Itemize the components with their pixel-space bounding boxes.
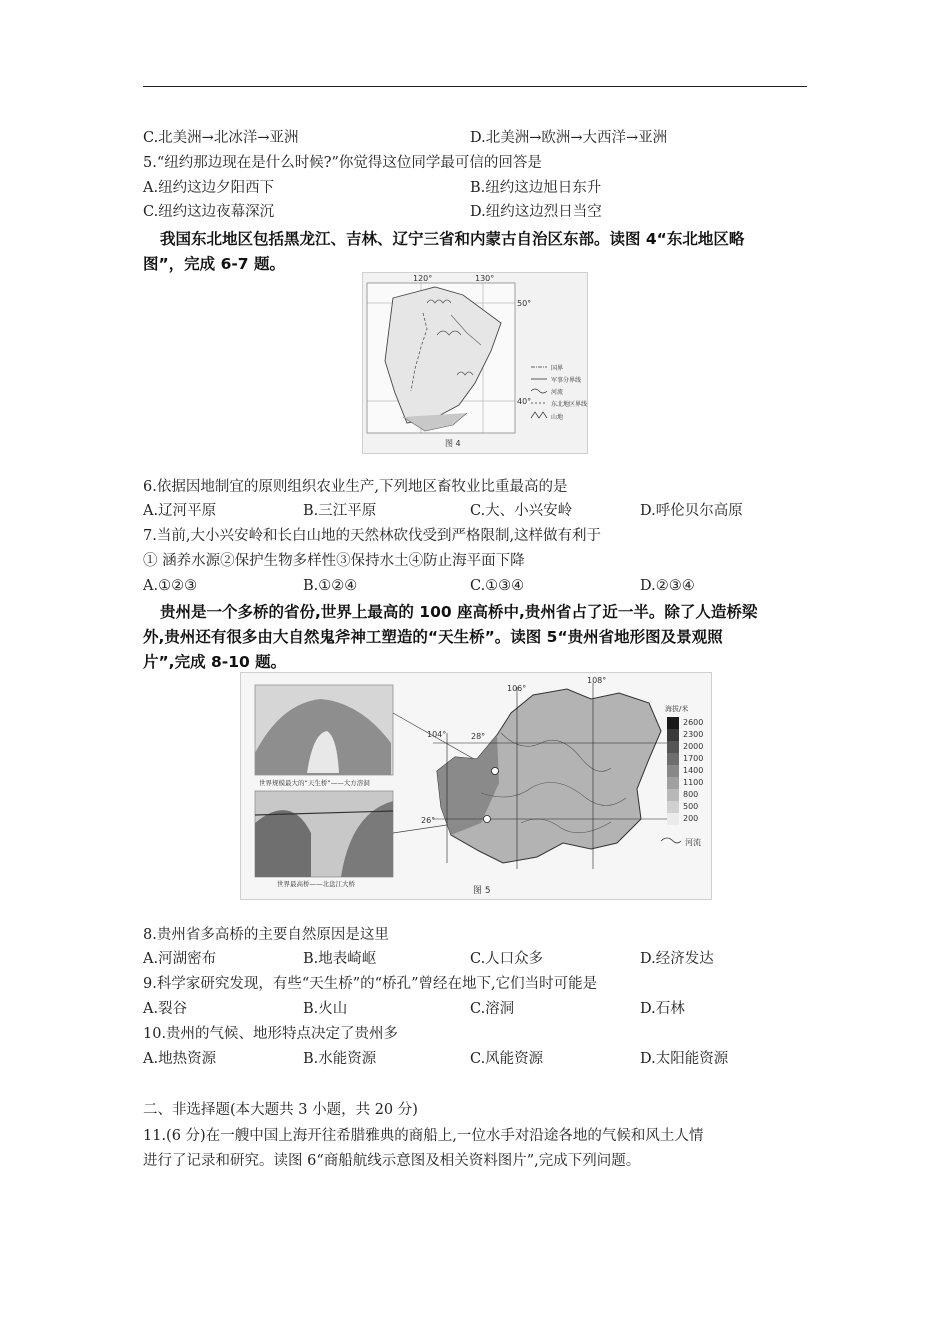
q9-stem: 9.科学家研究发现，有些“天生桥”的“桥孔”曾经在地下,它们当时可能是 bbox=[143, 976, 598, 992]
fig5-lat-26: 26° bbox=[421, 816, 436, 825]
q6-stem: 6.依据因地制宜的原则组织农业生产,下列地区畜牧业比重最高的是 bbox=[143, 479, 568, 495]
q5-option-c[interactable]: C.纽约这边夜幕深沉 bbox=[143, 204, 275, 220]
q10-option-d[interactable]: D.太阳能资源 bbox=[640, 1051, 729, 1067]
passage2-line1: 贵州是一个多桥的省份,世界上最高的 100 座高桥中,贵州省占了近一半。除了人造桥梁 bbox=[160, 603, 758, 621]
q6-option-c[interactable]: C.大、小兴安岭 bbox=[470, 503, 573, 519]
fig5-legend-value: 1100 bbox=[683, 778, 704, 787]
passage1-line2: 图”，完成 6-7 题。 bbox=[143, 255, 285, 273]
q10-option-a[interactable]: A.地热资源 bbox=[143, 1051, 217, 1067]
q9-option-c[interactable]: C.溶洞 bbox=[470, 1001, 515, 1017]
q9-options bbox=[143, 999, 685, 1019]
q4-option-d[interactable]: D.北美洲→欧洲→大西洋→亚洲 bbox=[470, 130, 668, 146]
fig5-lon-104: 104° bbox=[427, 730, 447, 739]
q8-option-b[interactable]: B.地表崎岖 bbox=[303, 951, 377, 967]
passage2-line3: 片”,完成 8-10 题。 bbox=[143, 653, 287, 671]
q7-items: ① 涵养水源②保护生物多样性③保持水土④防止海平面下降 bbox=[143, 553, 525, 569]
q9-option-d[interactable]: D.石林 bbox=[640, 1001, 685, 1017]
q4-options bbox=[143, 128, 668, 148]
fig5-legend-value: 2300 bbox=[683, 730, 704, 739]
q5-option-d[interactable]: D.纽约这边烈日当空 bbox=[470, 204, 602, 220]
q8-option-c[interactable]: C.人口众多 bbox=[470, 951, 544, 967]
fig5-legend-river: 河流 bbox=[685, 838, 701, 847]
figure-5-guizhou-map bbox=[240, 672, 712, 900]
q7-option-b[interactable]: B.①②④ bbox=[303, 578, 358, 594]
q8-option-d[interactable]: D.经济发达 bbox=[640, 951, 714, 967]
q8-option-a[interactable]: A.河湖密布 bbox=[143, 951, 217, 967]
fig5-lon-108: 108° bbox=[587, 676, 607, 685]
fig5-lon-106: 106° bbox=[507, 684, 527, 693]
fig4-lon-120: 120° bbox=[413, 274, 433, 283]
photo1-caption: 世界规模最大的“天生桥”——大方溶洞 bbox=[259, 779, 370, 787]
q8-options bbox=[143, 949, 714, 969]
q5-option-b[interactable]: B.纽约这边旭日东升 bbox=[470, 180, 602, 196]
q7-option-d[interactable]: D.②③④ bbox=[640, 578, 695, 594]
q10-option-b[interactable]: B.水能资源 bbox=[303, 1051, 377, 1067]
q10-option-c[interactable]: C.风能资源 bbox=[470, 1051, 544, 1067]
q4-option-c[interactable]: C.北美洲→北冰洋→亚洲 bbox=[143, 130, 299, 146]
q7-options bbox=[143, 576, 695, 596]
q7-stem: 7.当前,大小兴安岭和长白山地的天然林砍伐受到严格限制,这样做有利于 bbox=[143, 528, 602, 544]
q5-stem: 5.“纽约那边现在是什么时候?”你觉得这位同学最可信的回答是 bbox=[143, 155, 542, 171]
q7-option-c[interactable]: C.①③④ bbox=[470, 578, 525, 594]
fig5-legend-value: 2600 bbox=[683, 718, 704, 727]
q6-options bbox=[143, 501, 743, 521]
fig5-legend-value: 2000 bbox=[683, 742, 704, 751]
fig5-legend-value: 1700 bbox=[683, 754, 704, 763]
fig4-legend-border: 国界 bbox=[551, 365, 564, 372]
fig5-legend-value: 200 bbox=[683, 814, 699, 823]
fig5-lat-28: 28° bbox=[471, 732, 486, 741]
fig5-caption: 图 5 bbox=[473, 886, 491, 896]
fig5-legend-value: 800 bbox=[683, 790, 699, 799]
northeast-map-svg bbox=[363, 273, 587, 453]
q11-line2: 进行了记录和研究。读图 6“商船航线示意图及相关资料图片”,完成下列问题。 bbox=[143, 1153, 641, 1169]
fig4-legend-river: 河流 bbox=[551, 389, 564, 396]
passage2-line2: 外,贵州还有很多由大自然鬼斧神工塑造的“天生桥”。读图 5“贵州省地形图及景观照 bbox=[143, 628, 723, 646]
q9-option-a[interactable]: A.裂谷 bbox=[143, 1001, 188, 1017]
fig5-legend-title: 海拔/米 bbox=[665, 705, 689, 713]
fig4-legend-mountain: 山地 bbox=[551, 414, 564, 421]
q10-options bbox=[143, 1049, 729, 1069]
q6-option-a[interactable]: A.辽河平原 bbox=[143, 503, 217, 519]
fig5-legend-value: 1400 bbox=[683, 766, 704, 775]
fig4-lat-40: 40° bbox=[517, 397, 532, 406]
section2-title: 二、非选择题(本大题共 3 小题，共 20 分) bbox=[143, 1102, 418, 1118]
q6-option-d[interactable]: D.呼伦贝尔高原 bbox=[640, 503, 743, 519]
fig5-legend-value: 500 bbox=[683, 802, 699, 811]
q8-stem: 8.贵州省多高桥的主要自然原因是这里 bbox=[143, 927, 389, 943]
fig4-lon-130: 130° bbox=[475, 274, 495, 283]
q10-stem: 10.贵州的气候、地形特点决定了贵州多 bbox=[143, 1026, 399, 1042]
guizhou-map-svg bbox=[241, 673, 711, 899]
q5-option-a[interactable]: A.纽约这边夕阳西下 bbox=[143, 180, 275, 196]
photo2-caption: 世界最高桥——北盘江大桥 bbox=[277, 880, 355, 888]
fig4-legend-region-boundary: 东北地区界线 bbox=[551, 401, 587, 408]
passage1-line1: 我国东北地区包括黑龙江、吉林、辽宁三省和内蒙古自治区东部。读图 4“东北地区略 bbox=[160, 230, 745, 248]
q5-options-row1 bbox=[143, 178, 602, 198]
q6-option-b[interactable]: B.三江平原 bbox=[303, 503, 377, 519]
fig4-caption: 图 4 bbox=[445, 439, 461, 448]
q5-options-row2 bbox=[143, 202, 602, 222]
q11-line1: 11.(6 分)在一艘中国上海开往希腊雅典的商船上,一位水手对沿途各地的气候和风土人情 bbox=[143, 1128, 704, 1144]
q9-option-b[interactable]: B.火山 bbox=[303, 1001, 348, 1017]
fig4-lat-50: 50° bbox=[517, 299, 532, 308]
q7-option-a[interactable]: A.①②③ bbox=[143, 578, 198, 594]
fig4-legend-military-line: 军事分界线 bbox=[551, 377, 582, 384]
header-rule bbox=[143, 86, 807, 87]
figure-4-northeast-map bbox=[362, 272, 588, 454]
